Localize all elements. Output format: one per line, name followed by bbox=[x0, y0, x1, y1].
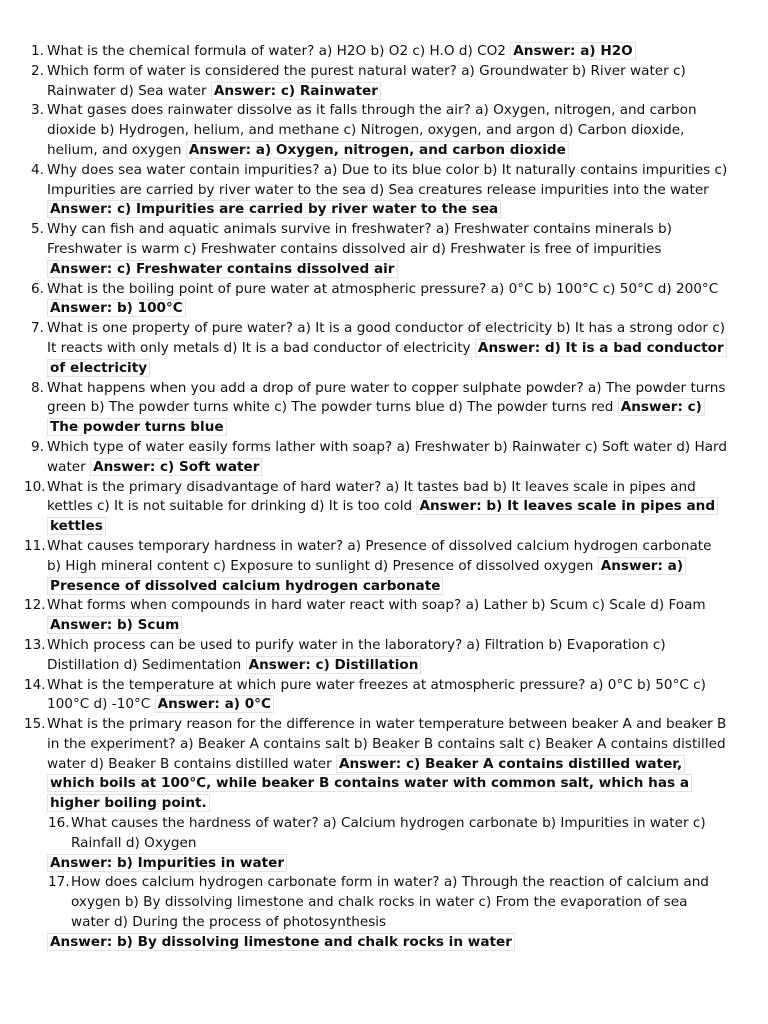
list-item bbox=[24, 676, 728, 716]
answer-text: Answer: d) It is a bad conductor of electricity bbox=[47, 339, 727, 377]
answer-text: Answer: a) 0°C bbox=[155, 695, 274, 713]
item-number: 4. bbox=[31, 161, 44, 178]
question-text: What is the primary disadvantage of hard water? a) It tastes bad b) It leaves scale in pipes and kettles c) It is not suitable for drinking d) It is too cold bbox=[47, 478, 696, 515]
answer-text: Answer: b) Impurities in water bbox=[47, 854, 287, 872]
question-text: Why does sea water contain impurities? a) Due to its blue color b) It naturally contains impurities c) Impurities are carried by river water to the sea d) Sea creatures release impurities into the water bbox=[47, 161, 728, 198]
item-number: 8. bbox=[31, 379, 44, 396]
question-text: What is the temperature at which pure water freezes at atmospheric pressure? a) 0°C b) 50°C c) 100°C d) -10°C bbox=[47, 676, 706, 713]
answer-line bbox=[47, 854, 728, 874]
item-number: 11. bbox=[24, 537, 46, 554]
answer-text: Answer: c) Soft water bbox=[90, 458, 262, 476]
question-text: What happens when you add a drop of pure water to copper sulphate powder? a) The powder turns green b) The powder turns white c) The powder turns blue d) The powder turns red bbox=[47, 379, 726, 416]
item-number: 6. bbox=[31, 280, 44, 297]
list-item bbox=[24, 873, 728, 932]
item-number: 15. bbox=[24, 716, 46, 733]
item-number: 1. bbox=[31, 43, 44, 59]
item-number: 5. bbox=[31, 221, 44, 238]
list-item bbox=[24, 161, 728, 220]
list-item bbox=[24, 636, 728, 676]
question-text: What is the chemical formula of water? a) H2O b) O2 c) H.O d) CO2 bbox=[47, 43, 506, 59]
list-item bbox=[24, 42, 728, 62]
question-text: Which process can be used to purify water in the laboratory? a) Filtration b) Evaporation c) Distillation d) Sedimentation bbox=[47, 636, 666, 673]
list-item bbox=[24, 478, 728, 537]
item-number: 7. bbox=[31, 320, 44, 337]
question-text: What forms when compounds in hard water react with soap? a) Lather b) Scum c) Scale d) Foam bbox=[47, 597, 706, 614]
question-text: Which type of water easily forms lather with soap? a) Freshwater b) Rainwater c) Soft water d) Hard water bbox=[47, 438, 728, 475]
question-text: What gases does rainwater dissolve as it falls through the air? a) Oxygen, nitrogen, and carbon dioxide b) Hydrogen, helium, and methane c) Nitrogen, oxygen, and argon d) Carbon dioxide, helium, and oxygen bbox=[47, 102, 697, 158]
answer-text: Answer: b) Scum bbox=[47, 616, 182, 634]
answer-text: Answer: c) Freshwater contains dissolved air bbox=[47, 260, 398, 278]
question-text: What is the boiling point of pure water at atmospheric pressure? a) 0°C b) 100°C c) 50°C d) 200°C bbox=[47, 280, 719, 297]
list-item bbox=[24, 814, 728, 854]
list-item bbox=[24, 715, 728, 814]
item-number: 13. bbox=[24, 636, 46, 653]
answer-text: Answer: c) Beaker A contains distilled water, which boils at 100°C, while beaker B contains water with common salt, which has a higher boiling point. bbox=[47, 755, 692, 813]
answer-text: Answer: c) The powder turns blue bbox=[47, 398, 705, 436]
answer-text: Answer: c) Rainwater bbox=[211, 82, 381, 100]
question-text: What is one property of pure water? a) It is a good conductor of electricity b) It has a strong odor c) It reacts with only metals d) It is a bad conductor of electricity bbox=[47, 320, 726, 356]
list-item bbox=[24, 101, 728, 160]
item-number: 2. bbox=[31, 62, 44, 79]
item-number: 14. bbox=[24, 676, 46, 693]
list-item bbox=[24, 379, 728, 438]
list-item bbox=[24, 62, 728, 102]
item-number: 3. bbox=[31, 102, 44, 119]
question-text: How does calcium hydrogen carbonate form in water? a) Through the reaction of calcium and oxygen b) By dissolving limestone and chalk rocks in water c) From the evaporation of sea water d) During the process of photosynthesis bbox=[71, 874, 709, 931]
question-list bbox=[24, 42, 728, 854]
list-item bbox=[24, 537, 728, 596]
answer-text: Answer: c) Impurities are carried by river water to the sea bbox=[47, 200, 501, 218]
question-text: What causes temporary hardness in water? a) Presence of dissolved calcium hydrogen carbonate b) High mineral content c) Exposure to sunlight d) Presence of dissolved oxygen bbox=[47, 537, 712, 574]
item-number: 10. bbox=[24, 478, 46, 495]
item-number: 17. bbox=[48, 874, 70, 891]
list-item bbox=[24, 220, 728, 279]
question-list-continued bbox=[24, 873, 728, 932]
item-number: 16. bbox=[48, 815, 70, 832]
list-item bbox=[24, 438, 728, 478]
answer-text: Answer: a) H2O bbox=[510, 42, 635, 60]
answer-text: Answer: b) It leaves scale in pipes and kettles bbox=[47, 497, 718, 535]
question-text: What is the primary reason for the difference in water temperature between beaker A and beaker B in the experiment? a) Beaker A contains salt b) Beaker B contains salt c) Beaker A contains distilled water d) Beaker B contains distilled water bbox=[47, 716, 727, 772]
list-item bbox=[24, 280, 728, 320]
answer-text: Answer: b) 100°C bbox=[47, 299, 186, 317]
answer-text: Answer: b) By dissolving limestone and chalk rocks in water bbox=[47, 933, 515, 951]
list-item bbox=[24, 319, 728, 378]
item-number: 9. bbox=[31, 438, 44, 455]
answer-text: Answer: a) Presence of dissolved calcium hydrogen carbonate bbox=[47, 557, 686, 595]
question-text: Which form of water is considered the purest natural water? a) Groundwater b) River water c) Rainwater d) Sea water bbox=[47, 62, 686, 99]
item-number: 12. bbox=[24, 597, 46, 614]
list-item bbox=[24, 596, 728, 636]
question-text: Why can fish and aquatic animals survive in freshwater? a) Freshwater contains minerals b) Freshwater is warm c) Freshwater contains dissolved air d) Freshwater is free of impurities bbox=[47, 221, 672, 257]
answer-text: Answer: a) Oxygen, nitrogen, and carbon dioxide bbox=[186, 141, 569, 159]
answer-line bbox=[47, 933, 728, 953]
answer-text: Answer: c) Distillation bbox=[246, 656, 422, 674]
question-text: What causes the hardness of water? a) Calcium hydrogen carbonate b) Impurities in water c) Rainfall d) Oxygen bbox=[71, 815, 706, 851]
